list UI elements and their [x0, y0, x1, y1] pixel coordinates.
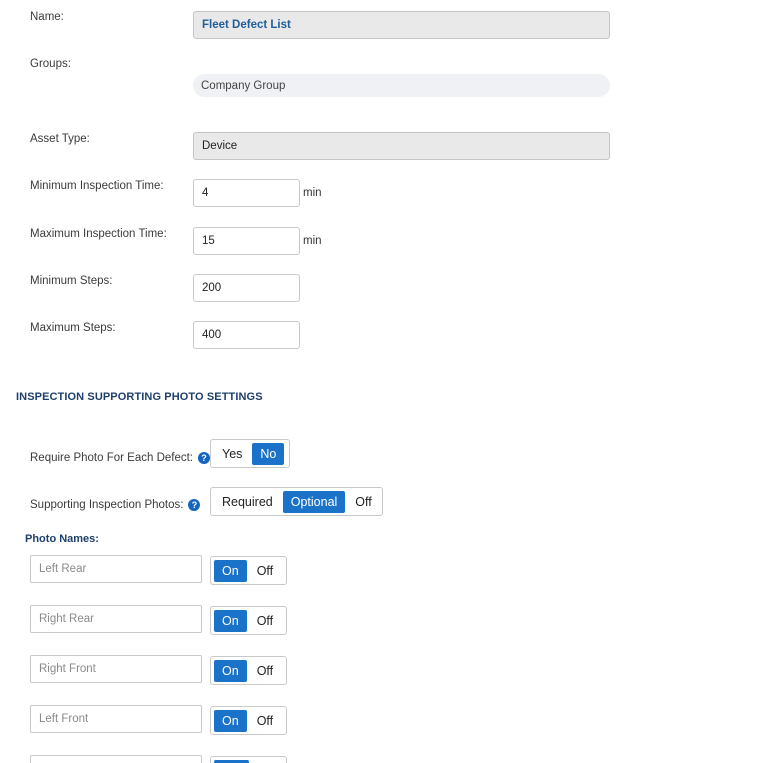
- photo-name-toggle: [210, 556, 287, 585]
- max-inspection-time-input[interactable]: 15: [193, 227, 300, 255]
- supporting-off[interactable]: Off: [355, 494, 372, 509]
- min-inspection-time-input[interactable]: 4: [193, 179, 300, 207]
- groups-label: Groups:: [30, 58, 71, 70]
- name-label: Name:: [30, 11, 64, 23]
- min-inspection-time-label: Minimum Inspection Time:: [30, 180, 164, 192]
- photo-on-option[interactable]: On: [214, 660, 247, 682]
- require-photo-no[interactable]: No: [252, 443, 284, 465]
- require-photo-row: [30, 452, 210, 464]
- supporting-photos-toggle: [210, 487, 383, 516]
- photo-name-input[interactable]: Right Rear: [30, 605, 202, 633]
- require-photo-toggle: [210, 439, 290, 468]
- require-photo-label: Require Photo For Each Defect:: [30, 452, 193, 464]
- min-steps-input[interactable]: 200: [193, 274, 300, 302]
- photo-off-option[interactable]: Off: [256, 563, 274, 578]
- max-steps-label: Maximum Steps:: [30, 322, 116, 334]
- photo-name-toggle: [210, 756, 287, 763]
- photo-on-option[interactable]: On: [214, 710, 247, 732]
- photo-on-option[interactable]: On: [214, 610, 247, 632]
- photo-off-option[interactable]: Off: [256, 713, 274, 728]
- photo-name-toggle: [210, 656, 287, 685]
- photo-on-option[interactable]: On: [214, 560, 247, 582]
- photo-name-input[interactable]: [30, 755, 202, 763]
- photo-name-input[interactable]: Left Rear: [30, 555, 202, 583]
- photo-names-heading: Photo Names:: [25, 533, 99, 545]
- photo-off-option[interactable]: Off: [256, 613, 274, 628]
- supporting-required[interactable]: Required: [222, 494, 273, 509]
- supporting-optional[interactable]: Optional: [283, 491, 346, 513]
- photo-name-toggle: [210, 606, 287, 635]
- min-inspection-time-unit: min: [303, 187, 322, 199]
- photo-name-input[interactable]: Right Front: [30, 655, 202, 683]
- help-icon[interactable]: ?: [198, 452, 210, 464]
- groups-field[interactable]: Company Group: [193, 74, 610, 97]
- max-inspection-time-label: Maximum Inspection Time:: [30, 228, 167, 240]
- photo-settings-heading: INSPECTION SUPPORTING PHOTO SETTINGS: [16, 391, 263, 403]
- help-icon[interactable]: ?: [188, 499, 200, 511]
- min-steps-label: Minimum Steps:: [30, 275, 113, 287]
- name-field[interactable]: Fleet Defect List: [193, 11, 610, 39]
- max-steps-input[interactable]: 400: [193, 321, 300, 349]
- photo-name-toggle: [210, 706, 287, 735]
- supporting-photos-label: Supporting Inspection Photos:: [30, 499, 184, 511]
- asset-type-label: Asset Type:: [30, 133, 90, 145]
- photo-name-input[interactable]: Left Front: [30, 705, 202, 733]
- require-photo-yes[interactable]: Yes: [222, 446, 243, 461]
- asset-type-field[interactable]: Device: [193, 132, 610, 160]
- photo-off-option[interactable]: Off: [256, 663, 274, 678]
- max-inspection-time-unit: min: [303, 235, 322, 247]
- supporting-photos-row: [30, 499, 200, 511]
